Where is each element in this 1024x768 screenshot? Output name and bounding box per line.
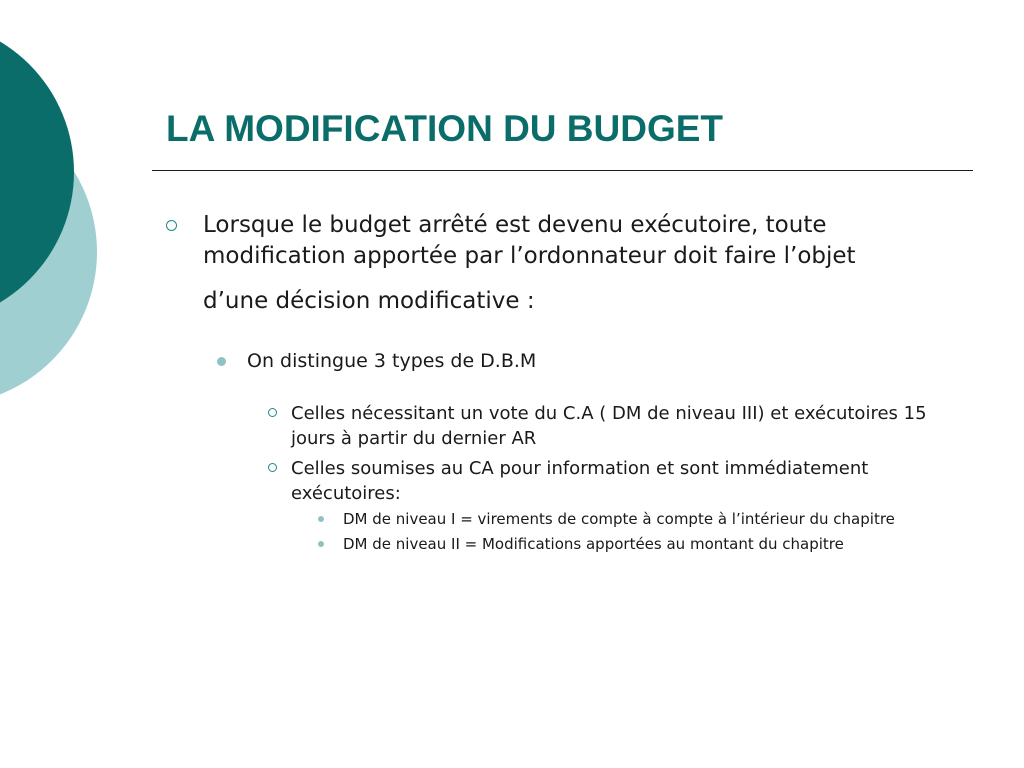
filled-dot-icon (217, 357, 226, 366)
decorative-circles (0, 0, 110, 420)
bullet-item-level3 (266, 401, 950, 451)
bullet-text: On distingue 3 types de D.B.M (247, 350, 537, 372)
slide-content (160, 210, 950, 555)
hollow-circle-icon (268, 408, 277, 417)
hollow-circle-icon (166, 220, 177, 231)
bullet-text: DM de niveau II = Modifications apportées au montant du chapitre (343, 535, 844, 553)
slide-title: LA MODIFICATION DU BUDGET (166, 108, 724, 149)
filled-dot-icon (318, 541, 324, 547)
bullet-text-main: Lorsque le budget arrêté est devenu exécutoire, toute modification apportée par l’ordonnateur doit faire l’objet (203, 212, 856, 269)
title-divider (152, 170, 973, 171)
hollow-circle-icon (268, 463, 277, 472)
bullet-item-level1 (160, 210, 950, 317)
bullet-text: Celles soumises au CA pour information et sont immédiatement exécutoires: (291, 458, 869, 504)
bullet-item-level4 (316, 534, 950, 555)
bullet-item-level3 (266, 456, 950, 506)
bullet-item-level4 (316, 509, 950, 530)
bullet-text: DM de niveau I = virements de compte à compte à l’intérieur du chapitre (343, 510, 895, 528)
filled-dot-icon (318, 516, 324, 522)
bullet-item-level2 (217, 349, 950, 373)
bullet-text: Celles nécessitant un vote du C.A ( DM de niveau III) et exécutoires 15 jours à partir du dernier AR (291, 403, 927, 449)
bullet-text-tail: d’une décision modificative : (203, 288, 535, 314)
